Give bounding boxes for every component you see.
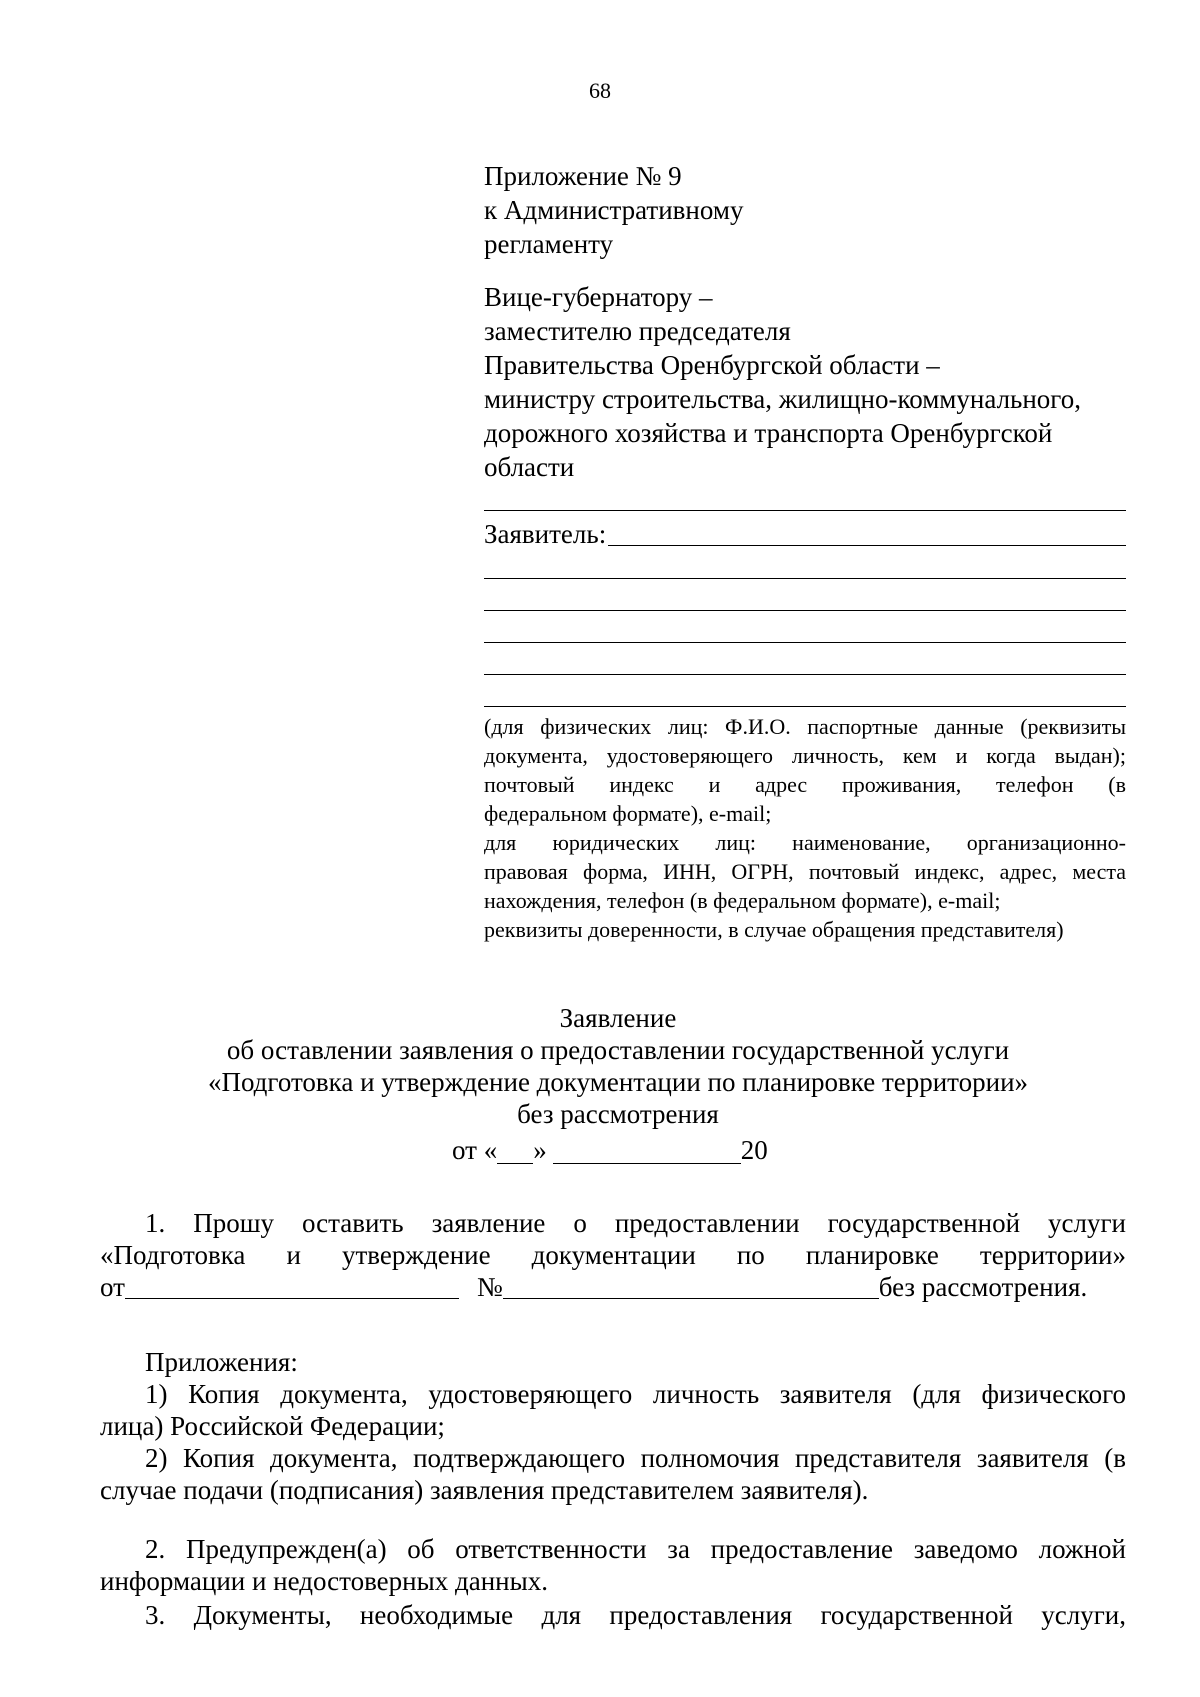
note-line: реквизиты доверенности, в случае обращения представителя) xyxy=(484,917,1064,942)
note-line: федеральном формате), e-mail; xyxy=(484,801,772,826)
date-year: 20 xyxy=(740,1135,768,1165)
document-title xyxy=(0,1002,1200,1130)
addressee-line: области xyxy=(484,452,575,482)
addressee-line: Правительства Оренбургской области – xyxy=(484,350,940,380)
blank-line[interactable] xyxy=(484,642,1126,643)
item-3 xyxy=(100,1599,1126,1631)
note-line: документа, удостоверяющего личность, кем и когда выдан); xyxy=(484,743,1126,768)
number-label: № xyxy=(476,1272,503,1302)
annex-line: регламенту xyxy=(484,229,614,259)
note-line: почтовый индекс и адрес проживания, телефон (в xyxy=(484,772,1126,797)
addressee-line: министру строительства, жилищно-коммунального, xyxy=(484,384,1081,414)
date-mid: » xyxy=(533,1135,547,1165)
applicant-note xyxy=(484,712,1126,944)
title-line: об оставлении заявления о предоставлении государственной услуги xyxy=(226,1035,1010,1065)
attachments xyxy=(100,1346,1126,1506)
applicant-blank[interactable] xyxy=(608,545,1126,546)
item2-line: 2. Предупрежден(а) об ответственности за предоставление заведомо ложной xyxy=(145,1534,1126,1564)
item1-suffix: без рассмотрения. xyxy=(878,1272,1088,1302)
day-blank[interactable] xyxy=(497,1137,533,1164)
request-number-blank[interactable] xyxy=(503,1298,879,1299)
applicant-row xyxy=(484,518,1126,550)
item1-line: «Подготовка и утверждение документации по планировке территории» xyxy=(100,1240,1126,1270)
title-line: Заявление xyxy=(559,1003,677,1033)
note-line: (для физических лиц: Ф.И.О. паспортные данные (реквизиты xyxy=(484,714,1126,739)
title-line: «Подготовка и утверждение документации по планировке территории» xyxy=(207,1067,1029,1097)
note-line: для юридических лиц: наименование, организационно- xyxy=(484,830,1126,855)
attachment-item: случае подачи (подписания) заявления представителем заявителя). xyxy=(100,1475,869,1505)
item-2 xyxy=(100,1533,1126,1597)
attachment-item: лица) Российской Федерации; xyxy=(100,1411,445,1441)
annex-reference xyxy=(484,160,1126,262)
page-number: 68 xyxy=(589,78,611,103)
note-line: правовая форма, ИНН, ОГРН, почтовый индекс, адрес, места xyxy=(484,859,1126,884)
blank-line[interactable] xyxy=(484,610,1126,611)
blank-line[interactable] xyxy=(484,674,1126,675)
blank-line xyxy=(484,510,1126,511)
date-prefix: от « xyxy=(452,1135,498,1165)
addressee-line: Вице-губернатору – xyxy=(484,282,713,312)
attachment-item: 2) Копия документа, подтверждающего полномочия представителя заявителя (в xyxy=(145,1443,1126,1473)
attachment-item: 1) Копия документа, удостоверяющего личность заявителя (для физического xyxy=(145,1379,1126,1409)
annex-line: Приложение № 9 xyxy=(484,161,682,191)
from-label: от xyxy=(100,1272,125,1302)
addressee-block xyxy=(484,281,1126,485)
item3-line: 3. Документы, необходимые для предоставления государственной услуги, xyxy=(145,1600,1126,1630)
addressee-line: заместителю председателя xyxy=(484,316,791,346)
item2-line: информации и недостоверных данных. xyxy=(100,1566,549,1596)
title-date xyxy=(452,1134,768,1166)
item1-request-details xyxy=(100,1271,1126,1303)
blank-line[interactable] xyxy=(484,578,1126,579)
title-line: без рассмотрения xyxy=(517,1099,719,1129)
request-date-blank[interactable] xyxy=(125,1298,459,1299)
blank-line[interactable] xyxy=(484,706,1126,707)
item-1 xyxy=(100,1207,1126,1303)
attachments-heading: Приложения: xyxy=(145,1347,298,1377)
applicant-label: Заявитель: xyxy=(484,519,607,549)
item1-line: 1. Прошу оставить заявление о предоставлении государственной услуги xyxy=(145,1208,1126,1238)
annex-line: к Административному xyxy=(484,195,744,225)
note-line: нахождения, телефон (в федеральном формате), e-mail; xyxy=(484,888,1001,913)
month-blank[interactable] xyxy=(553,1137,741,1164)
addressee-line: дорожного хозяйства и транспорта Оренбургской xyxy=(484,418,1053,448)
